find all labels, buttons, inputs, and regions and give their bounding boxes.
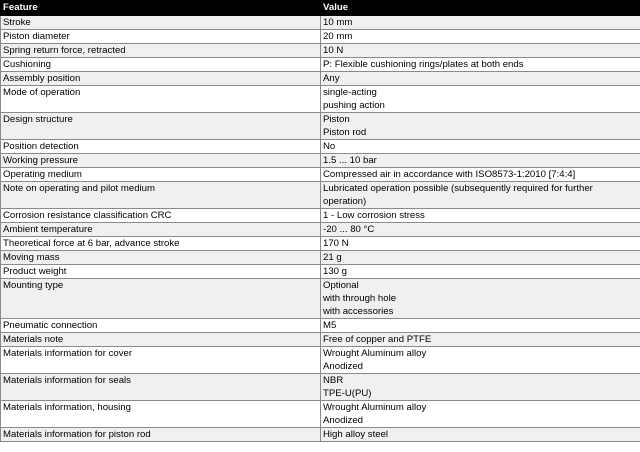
- feature-cell: Operating medium: [1, 168, 321, 182]
- table-row: [1, 16, 640, 30]
- value-line: Lubricated operation possible (subsequently required for further: [323, 183, 593, 194]
- table-row: [1, 72, 640, 86]
- value-line: with accessories: [323, 306, 394, 317]
- value-line: Any: [323, 73, 340, 84]
- feature-cell: Piston diameter: [1, 30, 321, 44]
- table-row: [1, 401, 640, 428]
- feature-cell: Pneumatic connection: [1, 319, 321, 333]
- value-line: 21 g: [323, 252, 342, 263]
- value-line: Anodized: [323, 415, 364, 426]
- value-line: Wrought Aluminum alloy: [323, 348, 427, 359]
- value-line: P: Flexible cushioning rings/plates at both ends: [323, 59, 524, 70]
- feature-column-header: Feature: [1, 1, 321, 16]
- table-row: [1, 265, 640, 279]
- feature-cell: Mode of operation: [1, 86, 321, 113]
- value-line: Wrought Aluminum alloy: [323, 402, 427, 413]
- value-cell: [321, 265, 640, 279]
- feature-cell: Materials information for cover: [1, 347, 321, 374]
- feature-cell: Theoretical force at 6 bar, advance stroke: [1, 237, 321, 251]
- value-line: Piston: [323, 114, 350, 125]
- table-row: [1, 279, 640, 319]
- value-line: 130 g: [323, 266, 348, 277]
- value-line: with through hole: [323, 293, 397, 304]
- value-line: NBR: [323, 375, 344, 386]
- feature-cell: Ambient temperature: [1, 223, 321, 237]
- value-cell: [321, 44, 640, 58]
- table-row: [1, 237, 640, 251]
- table-row: [1, 168, 640, 182]
- value-cell: [321, 86, 640, 113]
- feature-cell: Materials note: [1, 333, 321, 347]
- feature-cell: Materials information for piston rod: [1, 428, 321, 442]
- table-row: [1, 154, 640, 168]
- table-row: [1, 209, 640, 223]
- value-cell: [321, 209, 640, 223]
- feature-cell: Note on operating and pilot medium: [1, 182, 321, 209]
- table-row: [1, 30, 640, 44]
- value-line: Piston rod: [323, 127, 367, 138]
- value-line: pushing action: [323, 100, 385, 111]
- table-row: [1, 374, 640, 401]
- value-cell: [321, 237, 640, 251]
- value-line: Free of copper and PTFE: [323, 334, 432, 345]
- value-line: M5: [323, 320, 337, 331]
- value-cell: [321, 72, 640, 86]
- value-cell: [321, 347, 640, 374]
- value-cell: [321, 401, 640, 428]
- feature-cell: Materials information, housing: [1, 401, 321, 428]
- header-row: [1, 1, 640, 16]
- value-line: -20 ... 80 °C: [323, 224, 375, 235]
- value-column-header: Value: [321, 1, 640, 16]
- value-line: No: [323, 141, 336, 152]
- value-cell: [321, 182, 640, 209]
- value-line: single-acting: [323, 87, 377, 98]
- value-line: TPE-U(PU): [323, 388, 372, 399]
- feature-cell: Corrosion resistance classification CRC: [1, 209, 321, 223]
- feature-cell: Design structure: [1, 113, 321, 140]
- value-cell: [321, 113, 640, 140]
- table-row: [1, 223, 640, 237]
- table-row: [1, 44, 640, 58]
- value-line: High alloy steel: [323, 429, 389, 440]
- feature-cell: Stroke: [1, 16, 321, 30]
- value-line: 1.5 ... 10 bar: [323, 155, 377, 166]
- value-cell: [321, 16, 640, 30]
- value-cell: [321, 279, 640, 319]
- table-row: [1, 347, 640, 374]
- value-cell: [321, 428, 640, 442]
- feature-cell: Position detection: [1, 140, 321, 154]
- feature-cell: Mounting type: [1, 279, 321, 319]
- value-line: 10 mm: [323, 17, 353, 28]
- feature-cell: Product weight: [1, 265, 321, 279]
- value-cell: [321, 374, 640, 401]
- table-row: [1, 319, 640, 333]
- value-cell: [321, 333, 640, 347]
- value-line: 20 mm: [323, 31, 353, 42]
- table-row: [1, 86, 640, 113]
- feature-cell: Working pressure: [1, 154, 321, 168]
- table-row: [1, 113, 640, 140]
- table-row: [1, 428, 640, 442]
- table-row: [1, 182, 640, 209]
- value-cell: [321, 168, 640, 182]
- table-row: [1, 140, 640, 154]
- value-line: 1 - Low corrosion stress: [323, 210, 425, 221]
- feature-cell: Assembly position: [1, 72, 321, 86]
- value-cell: [321, 251, 640, 265]
- value-line: operation): [323, 196, 367, 207]
- feature-cell: Cushioning: [1, 58, 321, 72]
- value-cell: [321, 140, 640, 154]
- table-row: [1, 58, 640, 72]
- feature-cell: Moving mass: [1, 251, 321, 265]
- value-line: 10 N: [323, 45, 344, 56]
- value-cell: [321, 154, 640, 168]
- table-row: [1, 333, 640, 347]
- value-line: Anodized: [323, 361, 364, 372]
- value-cell: [321, 319, 640, 333]
- value-cell: [321, 223, 640, 237]
- value-line: Optional: [323, 280, 359, 291]
- value-line: Compressed air in accordance with ISO8573-1:2010 [7:4:4]: [323, 169, 576, 180]
- value-cell: [321, 30, 640, 44]
- value-line: 170 N: [323, 238, 349, 249]
- feature-cell: Materials information for seals: [1, 374, 321, 401]
- feature-cell: Spring return force, retracted: [1, 44, 321, 58]
- table-row: [1, 251, 640, 265]
- value-cell: [321, 58, 640, 72]
